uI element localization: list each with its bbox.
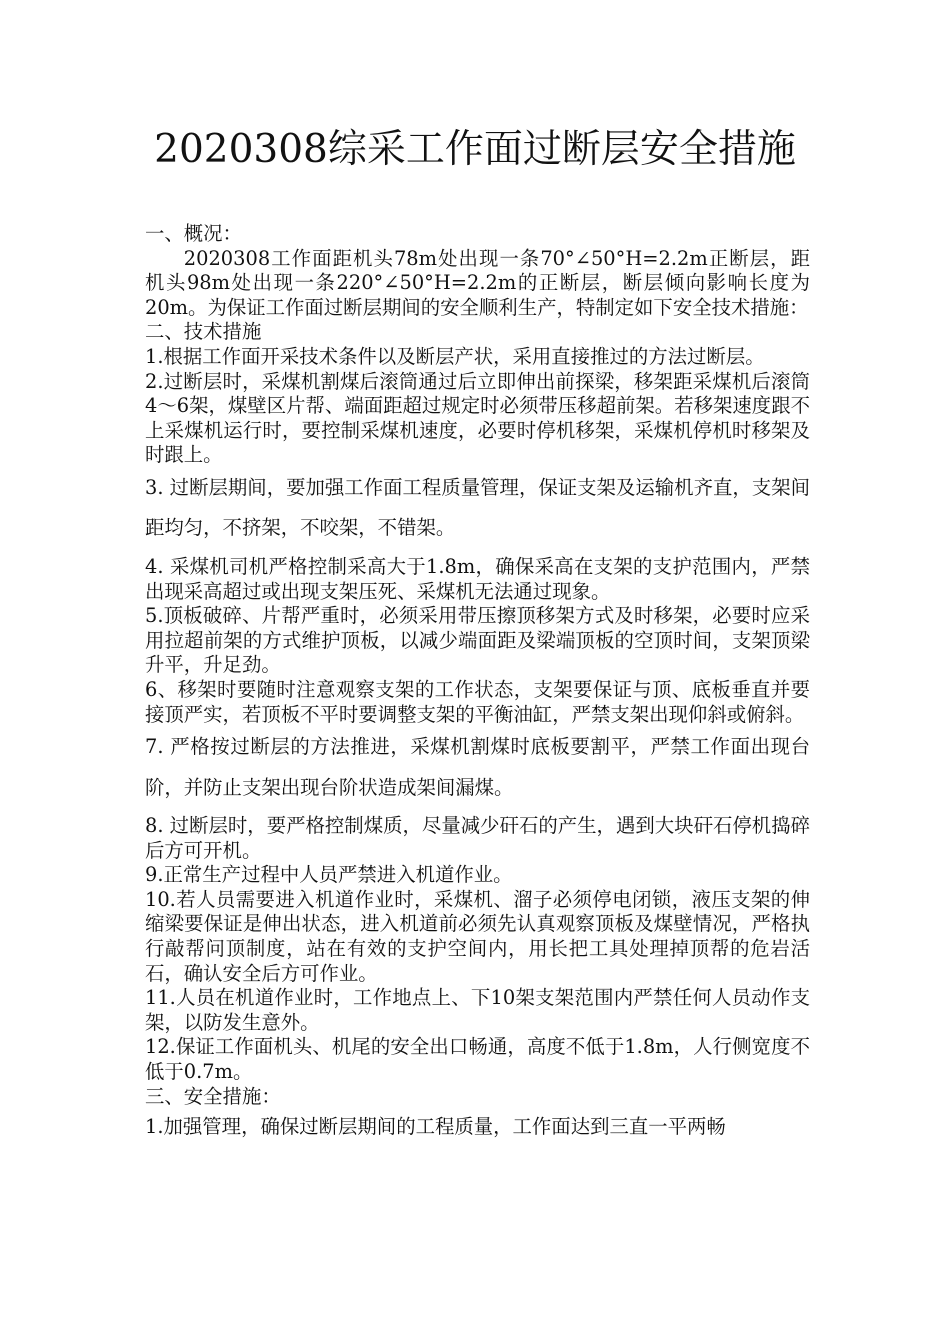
technical-measure-item: 3. 过断层期间，要加强工作面工程质量管理，保证支架及运输机齐直，支架间距均匀，不挤架，不咬架，不错架。 [145, 475, 810, 540]
section-heading-overview: 一、概况： [145, 222, 242, 245]
technical-measure-item: 7. 严格按过断层的方法推进，采煤机割煤时底板要割平，严禁工作面出现台阶，并防止支架出现台阶状造成架间漏煤。 [145, 735, 810, 799]
document-title: 2020308综采工作面过断层安全措施 [154, 127, 796, 172]
section-heading-safety-measures: 三、安全措施： [145, 1084, 281, 1108]
document-body [145, 222, 810, 1140]
technical-measure-item: 5.顶板破碎、片帮严重时，必须采用带压擦顶移架方式及时移架，必要时应采用拉超前架的方式维护顶板，以减少端面距及梁端顶板的空顶时间，支架顶梁升平，升足劲。 [145, 604, 810, 677]
technical-measure-item: 2.过断层时，采煤机割煤后滚筒通过后立即伸出前探梁，移架距采煤机后滚筒4～6架，煤壁区片帮、端面距超过规定时必须带压移超前架。若移架速度跟不上采煤机运行时，要控制采煤机速度，必要时停机移架，采煤机停机时移架及时跟上。 [145, 369, 810, 467]
technical-measure-item: 12.保证工作面机头、机尾的安全出口畅通，高度不低于1.8m，人行侧宽度不低于0.7m。 [145, 1035, 810, 1084]
technical-measure-item: 11.人员在机道作业时，工作地点上、下10架支架范围内严禁任何人员动作支架，以防发生意外。 [145, 986, 810, 1034]
section-heading-technical-measures: 二、技术措施 [145, 320, 262, 344]
technical-measure-item: 10.若人员需要进入机道作业时，采煤机、溜子必须停电闭锁，液压支架的伸缩梁要保证是伸出状态，进入机道前必须先认真观察顶板及煤壁情况，严格执行敲帮问顶制度，站在有效的支护空间内，用长把工具处理掉顶帮的危岩活石，确认安全后方可作业。 [145, 887, 810, 985]
technical-measure-item: 1.根据工作面开采技术条件以及断层产状，采用直接推过的方法过断层。 [145, 344, 765, 368]
technical-measure-item: 8. 过断层时，要严格控制煤质，尽量减少矸石的产生，遇到大块矸石停机捣碎后方可开机。 [145, 814, 810, 862]
technical-measure-item: 4. 采煤机司机严格控制采高大于1.8m，确保采高在支架的支护范围内，严禁出现采高超过或出现支架压死、采煤机无法通过现象。 [145, 554, 810, 603]
technical-measure-item: 6、移架时要随时注意观察支架的工作状态，支架要保证与顶、底板垂直并要接顶严实，若顶板不平时要调整支架的平衡油缸，严禁支架出现仰斜或俯斜。 [145, 677, 810, 726]
safety-measure-item: 1.加强管理，确保过断层期间的工程质量，工作面达到三直一平两畅 [145, 1115, 726, 1139]
overview-paragraph: 2020308工作面距机头78m处出现一条70°∠50°H=2.2m正断层，距机头98m处出现一条220°∠50°H=2.2m的正断层，断层倾向影响长度为20m。为保证工作面过断层期间的安全顺利生产，特制定如下安全技术措施： [145, 246, 810, 319]
technical-measure-item: 9.正常生产过程中人员严禁进入机道作业。 [145, 863, 513, 887]
